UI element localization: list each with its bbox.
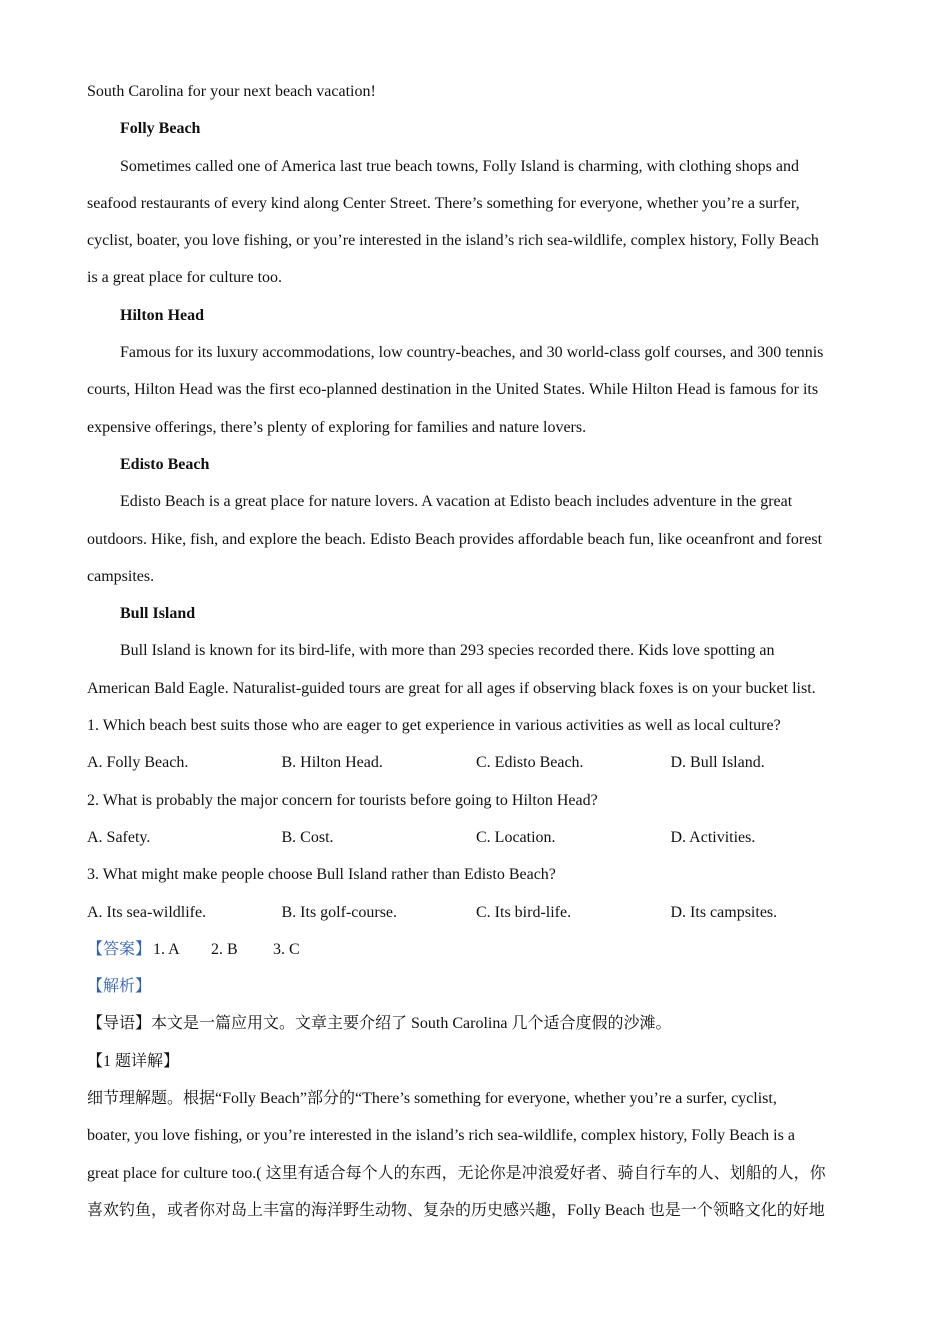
paragraph-line: campsites. [87, 567, 155, 585]
analysis-detail-heading: 【1 题详解】 [87, 1052, 180, 1070]
analysis-intro: 【导语】本文是一篇应用文。文章主要介绍了 South Carolina 几个适合度假的沙滩。 [87, 1015, 672, 1033]
paragraph-line: outdoors. Hike, fish, and explore the beach. Edisto Beach provides affordable beach fun, like oceanfront and forest [87, 530, 823, 548]
paragraph-line: Famous for its luxury accommodations, low country-beaches, and 30 world-class golf courses, and 300 tennis [120, 344, 824, 362]
section-heading-edisto-beach: Edisto Beach [120, 455, 210, 473]
paragraph-line: is a great place for culture too. [87, 269, 283, 287]
option-a: A. Safety. [87, 828, 151, 846]
answer-line [87, 931, 867, 968]
paragraph-line: Edisto Beach is a great place for nature lovers. A vacation at Edisto beach includes adventure in the great [120, 493, 793, 511]
answer-item: 2. B [211, 940, 238, 958]
question-3-options [87, 894, 867, 931]
paragraph-line: courts, Hilton Head was the first eco-planned destination in the United States. While Hilton Head is famous for its [87, 381, 819, 399]
paragraph-line: cyclist, boater, you love fishing, or you’re interested in the island’s rich sea-wildlife, complex history, Folly Beach [87, 232, 819, 250]
paragraph-line: Bull Island is known for its bird-life, with more than 293 species recorded there. Kids love spotting an [120, 642, 775, 660]
option-d: D. Activities. [670, 828, 756, 846]
question-1: 1. Which beach best suits those who are eager to get experience in various activities as well as local culture? [87, 717, 781, 735]
section-heading-folly-beach: Folly Beach [120, 120, 201, 138]
question-1-options [87, 744, 867, 781]
option-d: D. Bull Island. [670, 754, 765, 772]
option-a: A. Folly Beach. [87, 754, 189, 772]
question-2: 2. What is probably the major concern for tourists before going to Hilton Head? [87, 791, 598, 809]
passage-intro-tail: South Carolina for your next beach vacation! [87, 83, 376, 100]
analysis-detail-line: great place for culture too.( 这里有适合每个人的东西，无论你是冲浪爱好者、骑自行车的人、划船的人，你 [87, 1164, 826, 1182]
section-heading-hilton-head: Hilton Head [120, 306, 205, 324]
option-d: D. Its campsites. [670, 903, 778, 921]
option-a: A. Its sea-wildlife. [87, 903, 207, 921]
answer-label: 【答案】 [87, 940, 152, 958]
option-b: B. Hilton Head. [281, 754, 383, 772]
paragraph-line: expensive offerings, there’s plenty of exploring for families and nature lovers. [87, 418, 587, 436]
answer-item: 3. C [273, 940, 300, 958]
paragraph-line: American Bald Eagle. Naturalist-guided tours are great for all ages if observing black foxes is on your bucket list. [87, 679, 816, 697]
paragraph-line: seafood restaurants of every kind along Center Street. There’s something for everyone, whether you’re a surfer, [87, 194, 800, 212]
option-b: B. Its golf-course. [281, 903, 398, 921]
section-heading-bull-island: Bull Island [120, 605, 196, 623]
analysis-detail-line: 细节理解题。根据“Folly Beach”部分的“There’s something for everyone, whether you’re a surfer, cyclist, [87, 1090, 777, 1108]
option-c: C. Location. [476, 828, 556, 846]
analysis-detail-line: boater, you love fishing, or you’re interested in the island’s rich sea-wildlife, complex history, Folly Beach is a [87, 1127, 795, 1145]
question-2-options [87, 819, 867, 856]
option-c: C. Its bird-life. [476, 903, 572, 921]
answer-item: 1. A [153, 940, 180, 958]
option-c: C. Edisto Beach. [476, 754, 584, 772]
analysis-detail-line: 喜欢钓鱼，或者你对岛上丰富的海洋野生动物、复杂的历史感兴趣，Folly Beach 也是一个领略文化的好地 [87, 1201, 825, 1219]
question-3: 3. What might make people choose Bull Island rather than Edisto Beach? [87, 866, 556, 884]
paragraph-line: Sometimes called one of America last true beach towns, Folly Island is charming, with clothing shops and [120, 157, 799, 175]
document-page [87, 73, 867, 1229]
analysis-label: 【解析】 [87, 978, 152, 996]
option-b: B. Cost. [281, 828, 334, 846]
